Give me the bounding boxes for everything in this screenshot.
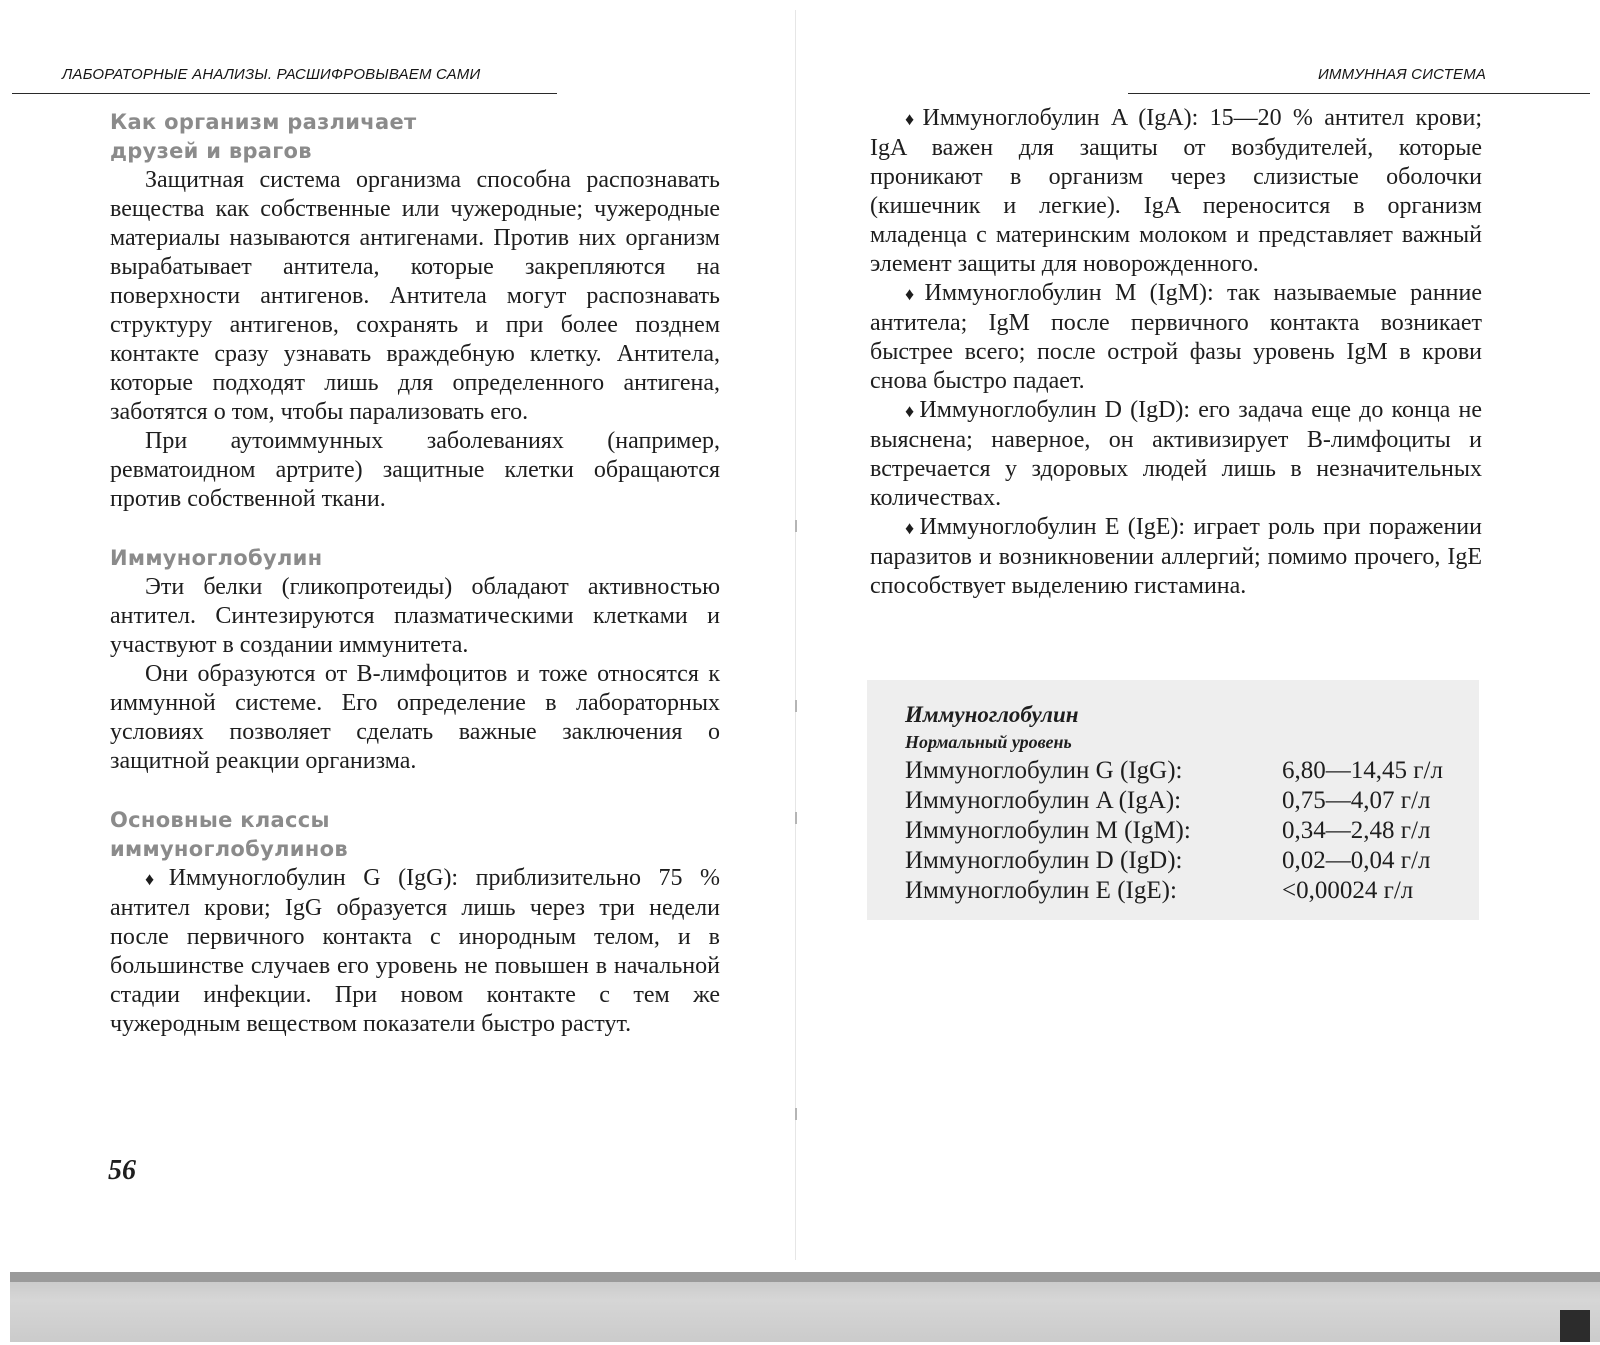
left-text-column <box>110 108 720 1039</box>
box-title: Иммуноглобулин <box>905 702 1079 727</box>
reference-value: 0,02—0,04 г/л <box>1282 847 1431 874</box>
bullet-text: Иммуноглобулин D (IgD): его задача еще до конца не выяснена; наверное, он активизирует B-лимфоциты и встречается у здоровых людей лишь в незначительных количествах. <box>870 397 1483 511</box>
bullet-text: Иммуноглобулин M (IgM): так называемые ранние антитела; IgM после первичного контакта возникает быстрее всего; после острой фазы уровень IgM в крови снова быстро падает. <box>870 280 1483 394</box>
left-running-head: ЛАБОРАТОРНЫЕ АНАЛИЗЫ. РАСШИФРОВЫВАЕМ САМИ <box>62 66 481 83</box>
reference-name: Иммуноглобулин A (IgA): <box>905 787 1182 814</box>
heading-line: друзей и врагов <box>110 139 312 163</box>
bullet-item-iga <box>870 104 1482 279</box>
section-heading-immunoglobulin <box>110 544 720 573</box>
page-number: 56 <box>108 1155 136 1186</box>
heading-line: Основные классы <box>110 808 330 832</box>
reference-value: 0,75—4,07 г/л <box>1282 787 1431 814</box>
diamond-bullet-icon: ♦ <box>905 284 922 304</box>
reference-name: Иммуноглобулин D (IgD): <box>905 847 1183 874</box>
reference-name: Иммуноглобулин G (IgG): <box>905 757 1183 784</box>
right-running-head: ИММУННАЯ СИСТЕМА <box>1318 66 1487 83</box>
bullet-item-igm <box>870 279 1482 396</box>
reference-value: <0,00024 г/л <box>1282 877 1414 904</box>
paragraph: При аутоиммунных заболеваниях (например, ревматоидном артрите) защитные клетки обращаются против собственной ткани. <box>110 428 720 512</box>
heading-line: Иммуноглобулин <box>110 546 323 570</box>
reference-row <box>905 846 1459 876</box>
binding-shadow <box>10 1272 1600 1282</box>
binding-corner <box>1560 1310 1590 1342</box>
diamond-bullet-icon: ♦ <box>905 518 917 538</box>
bullet-text: Иммуноглобулин A (IgA): 15—20 % антител крови; IgA важен для защиты от возбудителей, которые проникают в организм через слизистые оболочки (кишечник и легкие). IgA переносится в организм младенца с материнским молоком и представляет важный элемент защиты для новорожденного. <box>870 105 1483 277</box>
right-header-rule <box>1128 93 1590 94</box>
book-binding-edge <box>10 1272 1600 1342</box>
reference-row <box>905 816 1459 846</box>
heading-line: Как организм различает <box>110 110 417 134</box>
heading-line: иммуноглобулинов <box>110 837 348 861</box>
paragraph: Защитная система организма способна распознавать вещества как собственные или чужеродные; чужеродные материалы называются антигенами. Против них организм вырабатывает антитела, которые закрепляются на поверхности антигенов. Антитела могут распознавать структуру антигенов, сохранять и при более позднем контакте сразу узнавать враждебную клетку. Антитела, которые подходят лишь для определенного антигена, заботятся о том, чтобы парализовать его. <box>110 167 720 425</box>
diamond-bullet-icon: ♦ <box>905 401 917 421</box>
right-text-column <box>870 104 1482 601</box>
reference-row <box>905 786 1459 816</box>
reference-name: Иммуноглобулин M (IgM): <box>905 817 1191 844</box>
diamond-bullet-icon: ♦ <box>145 869 166 889</box>
reference-row <box>905 756 1459 786</box>
box-subtitle: Нормальный уровень <box>905 732 1072 752</box>
reference-name: Иммуноглобулин E (IgE): <box>905 877 1177 904</box>
paragraph: Они образуются от B-лимфоцитов и тоже относятся к иммунной системе. Его определение в лабораторных условиях позволяет сделать важные заключения о защитной реакции организма. <box>110 661 720 774</box>
bullet-text: Иммуноглобулин G (IgG): приблизительно 75 % антител крови; IgG образуется лишь через три недели после первичного контакта с инородным телом, и в большинстве случаев его уровень не повышен в начальной стадии инфекции. При новом контакте с тем же чужеродным веществом показатели быстро растут. <box>110 865 720 1037</box>
section-heading-friends-foes <box>110 108 720 166</box>
bullet-text: Иммуноглобулин E (IgE): играет роль при поражении паразитов и возникновении аллергий; помимо прочего, IgE способствует выделению гистамина. <box>870 514 1482 599</box>
bullet-item-ige <box>870 513 1482 601</box>
reference-values-box <box>867 680 1479 920</box>
section-heading-main-classes <box>110 806 720 864</box>
diamond-bullet-icon: ♦ <box>905 109 920 129</box>
paragraph: Эти белки (гликопротеиды) обладают активностью антител. Синтезируются плазматическими клетками и участвуют в создании иммунитета. <box>110 574 720 658</box>
reference-value: 0,34—2,48 г/л <box>1282 817 1431 844</box>
reference-row <box>905 876 1459 906</box>
bullet-item-igd <box>870 396 1482 513</box>
left-header-rule <box>12 93 557 94</box>
bullet-item-igg <box>110 864 720 1039</box>
reference-value: 6,80—14,45 г/л <box>1282 757 1443 784</box>
